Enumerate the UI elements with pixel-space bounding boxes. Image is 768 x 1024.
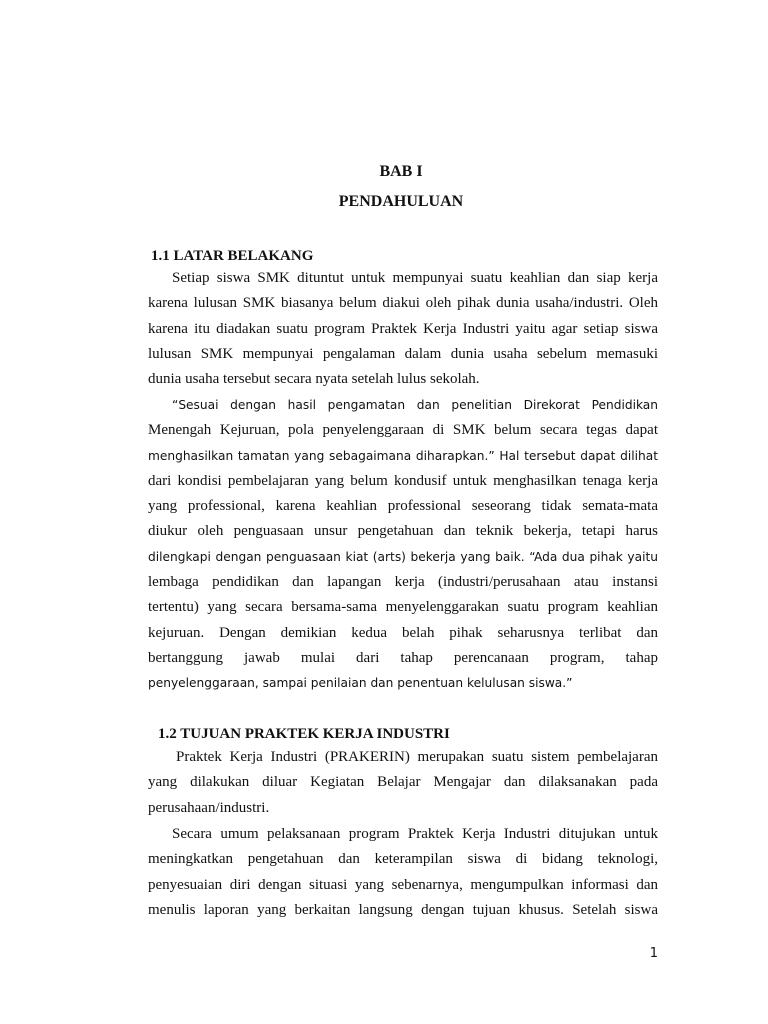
text-line: yang dilakukan diluar Kegiatan Belajar Mengajar dan dilaksanakan pada [148,774,658,791]
section-heading-tujuan: 1.2 TUJUAN PRAKTEK KERJA INDUSTRI [158,726,450,742]
text-line: diukur oleh penguasaan unsur pengetahuan dan teknik bekerja, tetapi harus [148,523,658,540]
text-line: penyelenggaraan, sampai penilaian dan penentuan kelulusan siswa.” [148,676,573,691]
text-line: Menengah Kejuruan, pola penyelenggaraan di SMK belum secara tegas dapat [148,422,658,439]
text-line: dari kondisi pembelajaran yang belum kondusif untuk menghasilkan tenaga kerja [148,472,658,489]
paragraph-tujuan-2 [148,822,658,923]
text-line: dunia usaha tersebut secara nyata setelah lulus sekolah. [148,371,480,388]
paragraph-latar-belakang-1 [148,266,658,392]
section-heading-latar-belakang: 1.1 LATAR BELAKANG [151,248,314,264]
chapter-number: BAB I [379,163,423,180]
paragraph-tujuan-1 [148,745,658,821]
text-line: yang professional, karena keahlian professional seseorang tidak semata-mata [148,498,658,515]
text-line: tertentu) yang secara bersama-sama menyelenggarakan suatu program keahlian [148,599,658,616]
text-line: lembaga pendidikan dan lapangan kerja (industri/perusahaan atau instansi [148,574,658,591]
text-line: perusahaan/industri. [148,799,270,816]
text-line: Praktek Kerja Industri (PRAKERIN) merupakan suatu sistem pembelajaran [176,749,658,765]
chapter-title: PENDAHULUAN [338,193,464,210]
text-line: kejuruan. Dengan demikian kedua belah pihak seharusnya terlibat dan [148,624,658,641]
text-line: dilengkapi dengan penguasaan kiat (arts) bekerja yang baik. “Ada dua pihak yaitu [148,549,658,564]
text-line: Setiap siswa SMK dituntut untuk mempunyai suatu keahlian dan siap kerja [172,270,658,286]
text-line: menghasilkan tamatan yang sebagaimana diharapkan.” Hal tersebut dapat dilihat [148,448,658,463]
text-line: lulusan SMK mempunyai pengalaman dalam dunia usaha sebelum memasuki [148,345,658,362]
text-line: meningkatkan pengetahuan dan keterampilan siswa di bidang teknologi, [148,851,658,868]
text-line: “Sesuai dengan hasil pengamatan dan penelitian Direkorat Pendidikan [172,398,658,412]
text-line: menulis laporan yang berkaitan langsung dengan tujuan khusus. Setelah siswa [148,901,658,918]
text-line: penyesuaian diri dengan situasi yang sebenarnya, mengumpulkan informasi dan [148,876,658,893]
text-line: karena itu diadakan suatu program Praktek Kerja Industri yaitu agar setiap siswa [148,320,658,337]
page-number: 1 [649,946,658,961]
paragraph-latar-belakang-2 [148,393,658,697]
text-line: Secara umum pelaksanaan program Praktek Kerja Industri ditujukan untuk [172,826,658,842]
text-line: karena lulusan SMK biasanya belum diakui oleh pihak dunia usaha/industri. Oleh [148,295,658,312]
text-line: bertanggung jawab mulai dari tahap perencanaan program, tahap [148,649,658,666]
